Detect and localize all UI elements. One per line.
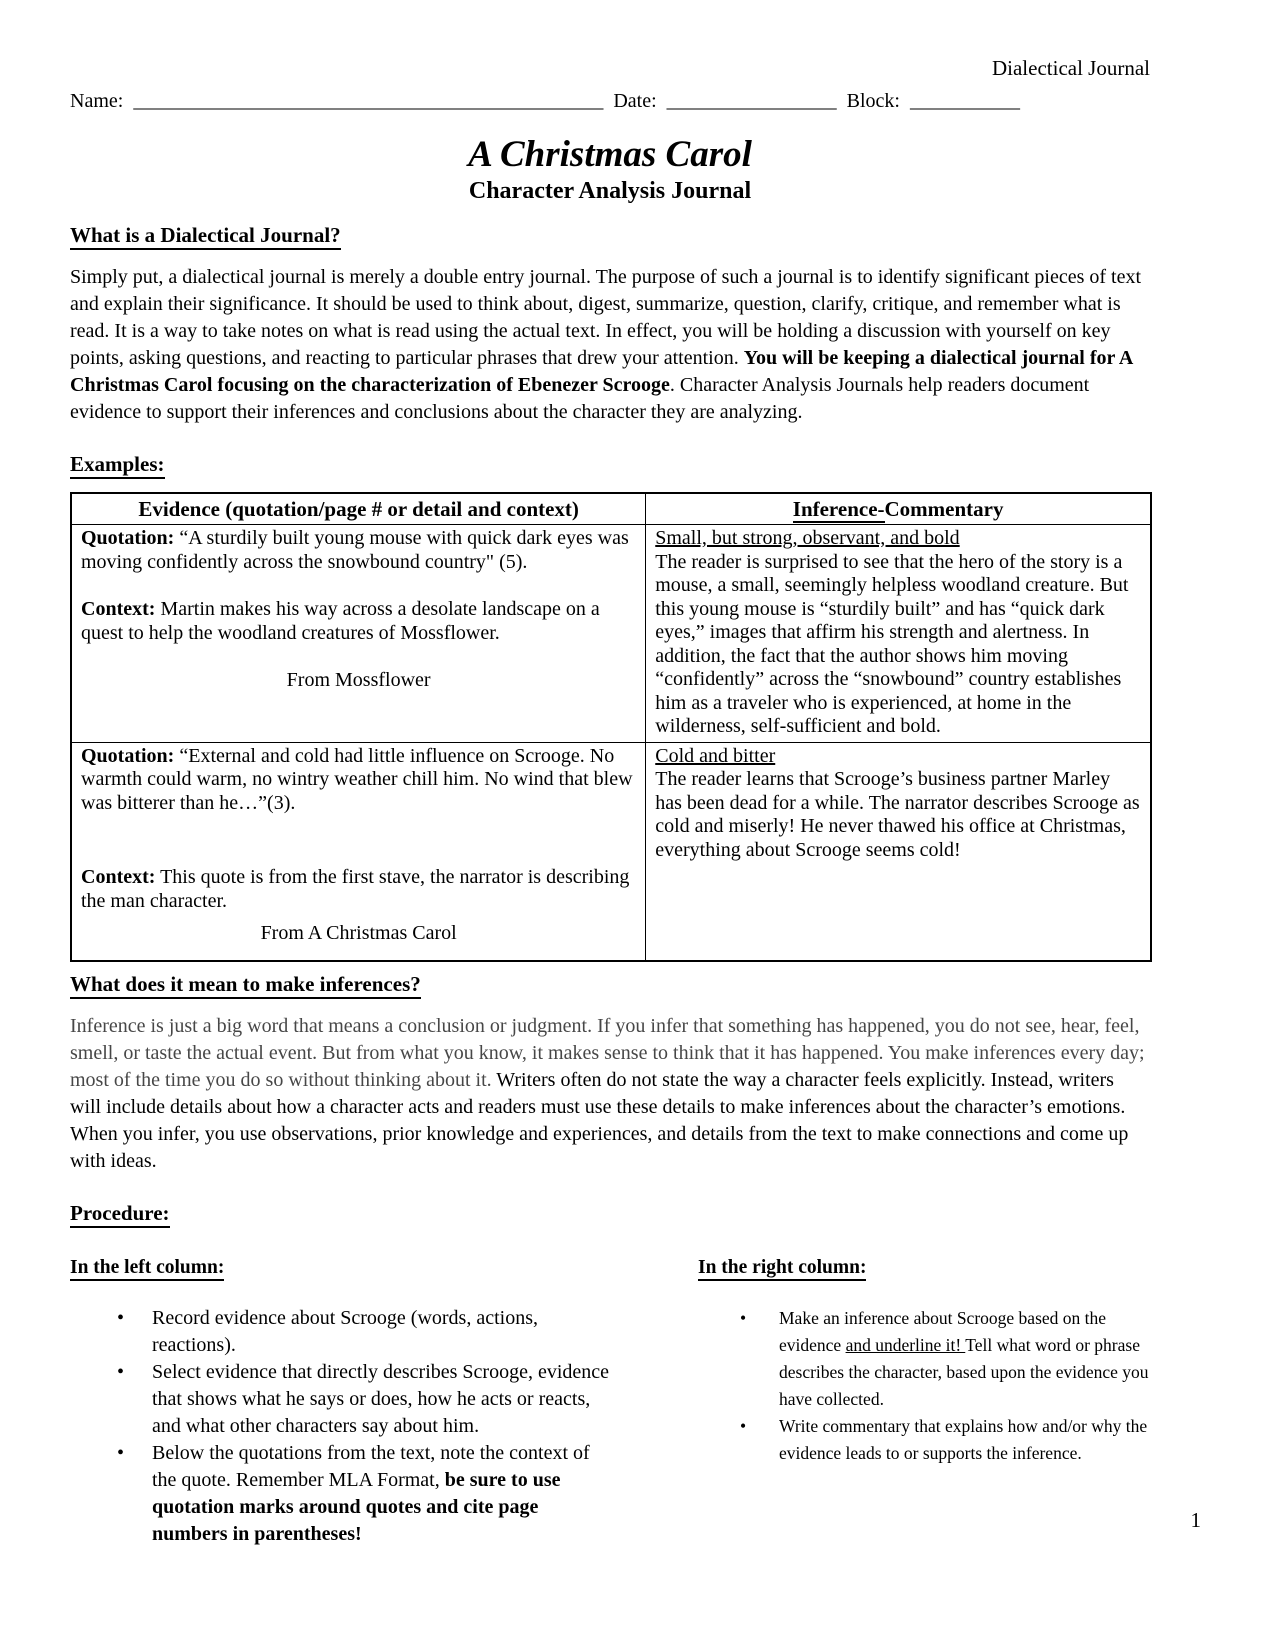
- source-row1: From Mossflower: [286, 669, 431, 691]
- inference-title-row2: Cold and bitter: [655, 744, 776, 767]
- date-blank-field: _________________: [666, 90, 837, 112]
- table-header-row: [71, 493, 1151, 525]
- context-text: This quote is from the first stave, the narrator is describing the man character.: [81, 866, 630, 912]
- left-column-heading-text: In the left column:: [70, 1257, 224, 1281]
- heading-inferences: [70, 972, 1150, 997]
- quotation-label: Quotation:: [81, 527, 175, 549]
- heading-what-is-text: What is a Dialectical Journal?: [70, 223, 341, 250]
- name-label: Name:: [70, 90, 124, 112]
- paragraph-what-is-intro: Simply put, a dialectical journal is merely a double entry journal. The purpose of such a journal is to identify significant pieces of text and explain their significance. It should be used to think about, digest, summarize, question, clarify, critique, and remember what is read. It is a way to take notes on what is read using the actual text. In effect, you will be holding a discussion with yourself on key points, asking questions, and reacting to particular phrases that drew your attention.: [70, 266, 1142, 369]
- name-date-block-line: [70, 88, 1150, 114]
- heading-procedure-text: Procedure:: [70, 1201, 170, 1228]
- heading-examples-text: Examples:: [70, 452, 165, 479]
- bullet3-normal: Below the quotations from the text, note the context of the quote. Remember MLA Format,: [152, 1441, 590, 1491]
- table-row: [71, 525, 1151, 743]
- block-blank-field: ___________: [909, 90, 1020, 112]
- context-label: Context:: [81, 598, 156, 620]
- heading-inferences-text: What does it mean to make inferences?: [70, 972, 421, 999]
- doc-label: Dialectical Journal: [991, 56, 1150, 80]
- list-item: [70, 1440, 615, 1548]
- date-label: Date:: [613, 90, 657, 112]
- context-row2: [81, 866, 636, 913]
- inference-header-rest: Commentary: [884, 497, 1004, 521]
- paragraph-inferences-gray: Inference is just a big word that means a conclusion or judgment. If you infer that something has happened, you do not see, hear, feel, smell, or taste the actual event. But from what you know, it makes sense to think that it has happened. You make inferences every day; most of the time you do so without thinking about it.: [70, 1014, 1145, 1091]
- bullet3-bold: be sure to use quotation marks around quotes and cite page numbers in parentheses!: [152, 1468, 561, 1545]
- book-title: A Christmas Carol: [468, 134, 752, 175]
- examples-table: [70, 492, 1152, 962]
- bullet1-underlined: and underline it!: [845, 1334, 966, 1355]
- right-column-heading: [698, 1256, 1150, 1280]
- heading-what-is: [70, 223, 1150, 248]
- procedure-right-column: [698, 1256, 1150, 1548]
- quotation-row1: [81, 527, 636, 574]
- heading-examples: [70, 452, 1150, 477]
- quotation-text: “External and cold had little influence on Scrooge. No warmth could warm, no wintry weather chill him. No wind that blew was bitterer than he…”(3).: [81, 744, 633, 814]
- context-text: Martin makes his way across a desolate landscape on a quest to help the woodland creatures of Mossflower.: [81, 598, 600, 644]
- quotation-row2: [81, 745, 636, 816]
- name-blank-field: _______________________________________________: [133, 90, 604, 112]
- quotation-text: “A sturdily built young mouse with quick dark eyes was moving confidently across the snowbound country" (5).: [81, 527, 629, 573]
- left-column-heading: [70, 1256, 615, 1280]
- page-subtitle: Character Analysis Journal: [468, 178, 752, 204]
- paragraph-inferences-black: Writers often do not state the way a character feels explicitly. Instead, writers will include details about how a character acts and readers must use these details to make inferences about the character’s emotions. When you infer, you use observations, prior knowledge and experiences, and details from the text to make connections and come up with ideas.: [70, 1068, 1129, 1172]
- inference-column-header: [646, 493, 1151, 525]
- inference-header-underlined: Inference-: [792, 497, 885, 521]
- block-label: Block:: [846, 90, 900, 112]
- left-column-bullets: [70, 1305, 615, 1548]
- procedure-columns: [70, 1256, 1150, 1548]
- quotation-label: Quotation:: [81, 744, 175, 767]
- context-row1: [81, 598, 636, 645]
- right-column-heading-text: In the right column:: [698, 1257, 866, 1281]
- source-row2: From A Christmas Carol: [260, 922, 457, 944]
- paragraph-what-is-rest: . Character Analysis Journals help readers document evidence to support their inferences and conclusions about the character they are analyzing.: [70, 374, 1090, 423]
- list-item: • Select evidence that directly describes Scrooge, evidence that shows what he says or does, how he acts or reacts, and what other characters say about him.: [70, 1359, 615, 1440]
- commentary-row2: The reader learns that Scrooge’s business partner Marley has been dead for a while. The narrator describes Scrooge as cold and miserly! He never thawed his office at Christmas, everything about Scrooge seems cold!: [655, 768, 1140, 861]
- bullet1-rest: Tell what word or phrase describes the character, based upon the evidence you have collected.: [779, 1334, 1149, 1409]
- inference-cell-row2: [646, 742, 1151, 961]
- evidence-cell-row1: [71, 525, 646, 743]
- evidence-cell-row2: [71, 742, 646, 961]
- table-row: [71, 742, 1151, 961]
- right-column-bullets: [698, 1305, 1150, 1467]
- bullet1-normal: Make an inference about Scrooge based on the evidence: [779, 1307, 1107, 1355]
- paragraph-what-is: [70, 264, 1150, 426]
- list-item: • Record evidence about Scrooge (words, actions, reactions).: [70, 1305, 615, 1359]
- inference-cell-row1: [646, 525, 1151, 743]
- page-number: 1: [1190, 1508, 1201, 1532]
- paragraph-inferences: [70, 1013, 1150, 1175]
- heading-procedure: [70, 1201, 1150, 1226]
- commentary-row1: The reader is surprised to see that the hero of the story is a mouse, a small, seemingly helpless woodland creature. But this young mouse is “sturdily built” and has “quick dark eyes,” images that affirm his strength and alertness. In addition, the fact that the author shows him moving “confidently” across the “snowbound” country establishes him as a traveler who is experienced, at home in the wilderness, self-sufficient and bold.: [655, 550, 1129, 737]
- procedure-left-column: [70, 1256, 615, 1548]
- evidence-column-header: Evidence (quotation/page # or detail and context): [71, 493, 646, 525]
- context-label: Context:: [81, 866, 156, 888]
- list-item: • Write commentary that explains how and/or why the evidence leads to or supports the inference.: [698, 1413, 1150, 1467]
- inference-title-row1: Small, but strong, observant, and bold: [655, 527, 960, 549]
- list-item: [698, 1305, 1150, 1413]
- paragraph-what-is-bold: You will be keeping a dialectical journal for A Christmas Carol focusing on the characterization of Ebenezer Scrooge: [70, 347, 1133, 396]
